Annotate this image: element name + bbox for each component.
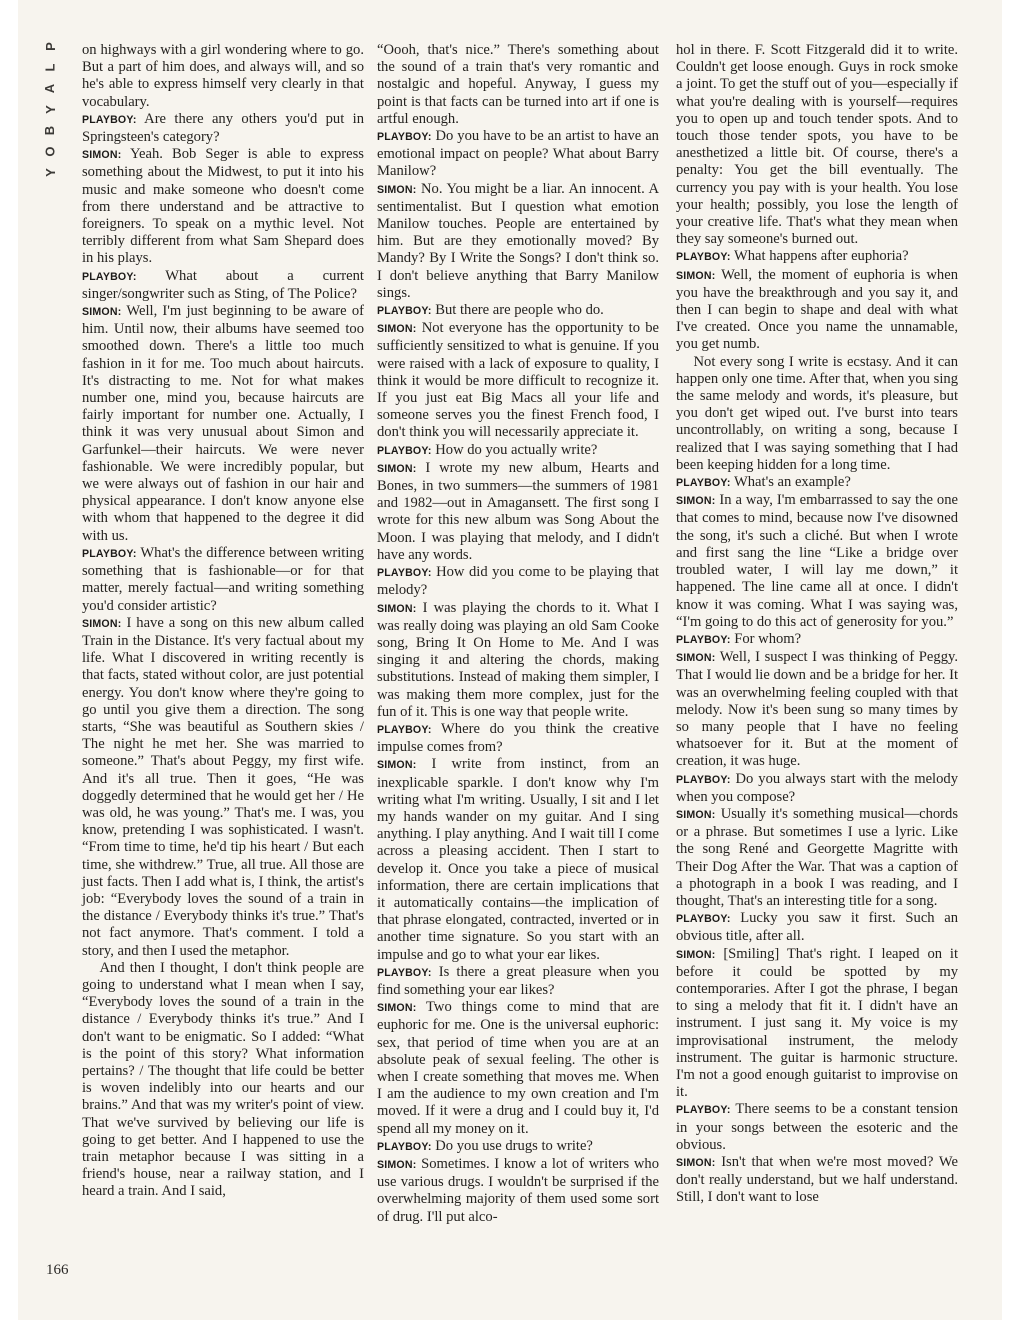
paragraph-text: Not everyone has the opportunity to be sufficiently sensitized to what is genuine. If you were raised with a lack of exposure to quality, I think it would be more difficult to recognize it. If you just eat Big Macs all your life and someone serves you the finest French food, I don't think you will necessarily appreciate it. xyxy=(377,320,659,441)
text-column-1 xyxy=(82,42,364,1201)
paragraph-text: hol in there. F. Scott Fitzgerald did it to write. Couldn't get loose enough. Guys in rock smoke a joint. To get the stuff out of you—especially if what you're dealing with is yourself—requires you to open up and touch tender spots. And to touch those tender spots, you have to be anesthetized a little bit. Of course, there's a penalty: You get the bill eventually. The currency you pay with is your health. You lose your health; possibly, you lose the length of your creative life. That's what they mean when they say someone's burned out. xyxy=(676,42,958,248)
paragraph-text: Do you always start with the melody when you compose? xyxy=(676,770,958,805)
speaker-label: PLAYBOY: xyxy=(377,131,432,144)
paragraph-text: I have a song on this new album called Train in the Distance. It's very factual about my life. What I discovered in writing recently is that facts, stated without color, are just potential energy. You don't know where they're going to go until you give them a direction. The song starts, “She was beautiful as Southern skies / The night he met her. She was married to someone.” That's about Peggy, my first wife. And it's all true. Then it goes, “He was doggedly determined that he would get her / He was old, he was young.” That's me. I was, you know, pretending I was sophisticated. I wasn't. “From time to time, he'd tip his heart / But each time, she withdrew.” True, all true. All those are just facts. Then I add what is, I think, the artist's job: “Everybody loves the sound of a train in the distance / Everybody thinks it's true.” That's not fact anymore. That's comment. I told a story, and then I used the metaphor. xyxy=(82,614,364,959)
paragraph-text: I wrote my new album, Hearts and Bones, in two summers—the summers of 1981 and 1982—out in Amagansett. The first song I wrote for this new album was Song About the Moon. I was playing that melody, and I didn't have any words. xyxy=(377,459,659,563)
paragraph-text: “Oooh, that's nice.” There's something about the sound of a train that's very romantic and nostalgic and hopeful. Anyway, I guess my point is that facts can be turned into art if one is artful enough. xyxy=(377,42,659,127)
paragraph-text: [Smiling] That's right. I leaped on it before it could be spotted by my contemporaries. After I got the phrase, I began to sing a melody that fit it. I didn't have an instrument. I just sang it. My voice is my improvisational instrument, the melody instrument. The guitar is harmonic structure. I'm not a good enough guitarist to improvise on it. xyxy=(676,945,958,1101)
paragraph xyxy=(82,42,364,111)
speaker-label: SIMON: xyxy=(377,183,417,196)
paragraph xyxy=(676,42,958,248)
speaker-label: PLAYBOY: xyxy=(377,966,432,979)
speaker-label: PLAYBOY: xyxy=(377,305,432,318)
paragraph xyxy=(377,320,659,441)
paragraph xyxy=(676,354,958,474)
runner-letter: Y xyxy=(42,105,58,114)
paragraph xyxy=(377,460,659,564)
speaker-label: SIMON: xyxy=(676,269,716,282)
paragraph xyxy=(676,806,958,910)
runner-letter: Y xyxy=(42,168,58,177)
paragraph-text: I was playing the chords to it. What I was really doing was playing an old Sam Cooke song, Bring It On Home to Me. And I was singing it and altering the chords, making substitutions. Instead of making them simpler, I was making them more complex, just for the fun of it. This is one way that people write. xyxy=(377,599,660,720)
paragraph xyxy=(377,564,659,599)
paragraph xyxy=(676,248,958,266)
magazine-page xyxy=(18,0,1002,1320)
paragraph-text: But there are people who do. xyxy=(435,302,604,319)
paragraph-text: Two things come to mind that are euphoric for me. One is the universal euphoric: sex, that period of time when you are at an absolute peak of sexual feeling. The other is when I create something that moves me. When I am the audience to my own creation and I'm moved. If it were a drug and I could buy it, I'd spend all my money on it. xyxy=(377,999,659,1137)
speaker-label: SIMON: xyxy=(82,306,122,319)
paragraph xyxy=(676,267,958,354)
paragraph xyxy=(377,1156,659,1226)
text-column-2 xyxy=(377,42,659,1226)
speaker-label: PLAYBOY: xyxy=(377,567,432,580)
paragraph-text: What happens after euphoria? xyxy=(733,248,909,265)
runner-letter: B xyxy=(42,125,58,136)
paragraph-text: Is there a great pleasure when you find something your ear likes? xyxy=(377,963,659,998)
paragraph-text: What about a current singer/songwriter such as Sting, of The Police? xyxy=(82,267,364,302)
paragraph xyxy=(676,474,958,492)
speaker-label: PLAYBOY: xyxy=(82,113,137,126)
paragraph-text: No. You might be a liar. An innocent. A sentimentalist. But I question what emotion Manilow touches. People are entertained by him. But are they emotionally moved? By Mandy? By I Write the Songs? I don't think so. I don't believe anything that Barry Manilow sings. xyxy=(377,180,660,301)
paragraph xyxy=(82,146,364,267)
text-column-3 xyxy=(676,42,958,1207)
runner-letter: L xyxy=(42,63,58,72)
paragraph xyxy=(676,631,958,649)
paragraph xyxy=(377,181,659,302)
paragraph-text: For whom? xyxy=(734,630,802,647)
paragraph-text: Do you use drugs to write? xyxy=(435,1137,593,1154)
paragraph xyxy=(377,999,659,1138)
speaker-label: SIMON: xyxy=(82,617,122,630)
paragraph-text: Are there any others you'd put in Springsteen's category? xyxy=(82,110,364,146)
paragraph-text: Well, the moment of euphoria is when you have the breakthrough and you say it, and then I can begin to shape and deal with what I've created. Once you name the unnamable, you get numb. xyxy=(676,266,958,353)
paragraph xyxy=(676,910,958,945)
speaker-label: PLAYBOY: xyxy=(82,547,137,560)
paragraph-text: on highways with a girl wondering where to go. But a part of him does, and always will, and so he's able to express himself very clearly in that vocabulary. xyxy=(82,42,364,110)
paragraph xyxy=(377,721,659,756)
paragraph-text: In a way, I'm embarrassed to say the one that comes to mind, because now I've disowned the song, it's such a cliché. But when I wrote and first sang the line “Like a bridge over troubled water, I will lay me down,” it happened. The line came all at once. I didn't know it was coming. What I was saying was, “I'm going to do this act of generosity for you.” xyxy=(676,492,958,630)
speaker-label: PLAYBOY: xyxy=(676,913,731,926)
paragraph xyxy=(676,492,958,631)
page-number: 166 xyxy=(46,1262,69,1278)
paragraph-text: How did you come to be playing that melody? xyxy=(377,564,659,599)
paragraph-text: What's the difference between writing something that is fashionable—or for that matter, merely factual—and writing something you'd consider artistic? xyxy=(82,544,364,614)
speaker-label: SIMON: xyxy=(377,462,417,475)
paragraph-text: Well, I'm just beginning to be aware of him. Until now, their albums have seemed too smoothed down. There's a little too much fashion in it for me. Too much about haircuts. It's distracting to me. Not for what makes number one, mind you, because haircuts are fairly important for number one. Actually, I think it was very unusual about Simon and Garfunkel—their haircuts. We were never fashionable. We were incredibly popular, but we were always out of fashion in our hair and physical appearance. I don't know anyone else with whom that happened to the degree it did with us. xyxy=(82,303,364,544)
speaker-label: SIMON: xyxy=(377,1159,417,1171)
speaker-label: SIMON: xyxy=(676,495,716,508)
speaker-label: SIMON: xyxy=(676,808,716,821)
speaker-label: PLAYBOY: xyxy=(82,270,137,283)
paragraph xyxy=(377,964,659,999)
paragraph-text: How do you actually write? xyxy=(435,441,598,458)
speaker-label: SIMON: xyxy=(377,759,417,772)
paragraph xyxy=(676,946,958,1102)
paragraph-text: Well, I suspect I was thinking of Peggy. That I would lie down and be a bridge for her. It was an overwhelming feeling coupled with that melody. Now it's been sung so many times by so many people that I have no feeling whatsoever for it. But at the moment of creation, it was huge. xyxy=(676,649,958,770)
paragraph xyxy=(377,42,659,128)
speaker-label: SIMON: xyxy=(377,1002,417,1015)
running-head-vertical xyxy=(40,36,60,183)
speaker-label: SIMON: xyxy=(82,149,122,162)
paragraph-text: I write from instinct, from an inexplicable sparkle. I don't know why I'm writing what I'm writing. Usually, I sit and I let my hands wander on my guitar. And I sing anything. I play anything. And I wait till I come across a pleasing accident. Then I start to develop it. Once you take a piece of musical information, there are certain implications that it automatically contains—the implication of that phrase elongated, contracted, inverted or in another time signature. So you start with an impulse and go to what your ear likes. xyxy=(377,756,659,963)
paragraph xyxy=(377,600,659,721)
paragraph-text: Usually it's something musical—chords or a phrase. But sometimes I use a lyric. Like the song René and Georgette Magritte with Their Dog After the War. That was a caption of a photograph in a book I was reading, and I thought, That's an interesting title for a song. xyxy=(676,805,958,909)
speaker-label: PLAYBOY: xyxy=(377,723,432,736)
paragraph xyxy=(377,756,659,963)
paragraph xyxy=(82,960,364,1201)
paragraph xyxy=(82,268,364,303)
paragraph-text: Where do you think the creative impulse comes from? xyxy=(377,720,659,756)
speaker-label: PLAYBOY: xyxy=(676,477,731,490)
paragraph-text: Isn't that when we're most moved? We don't really understand, but we half understand. Still, I don't want to lose xyxy=(676,1154,958,1206)
speaker-label: SIMON: xyxy=(676,1157,716,1169)
paragraph xyxy=(676,649,958,770)
speaker-label: SIMON: xyxy=(377,602,417,615)
paragraph xyxy=(82,303,364,545)
paragraph-text: Yeah. Bob Seger is able to express something about the Midwest, to put it into his music and make someone who doesn't come from there understand and be attractive to foreigners. To speak on a mythic level. Not terribly different from what Sam Shepard does in his plays. xyxy=(82,146,364,267)
paragraph-text: Lucky you saw it first. Such an obvious title, after all. xyxy=(676,910,958,945)
paragraph xyxy=(82,545,364,615)
paragraph-text: Sometimes. I know a lot of writers who use various drugs. I wouldn't be surprised if the overwhelming majority of them used some sort of drug. I'll put alco- xyxy=(377,1156,659,1225)
paragraph-text: What's an example? xyxy=(733,474,851,491)
speaker-label: PLAYBOY: xyxy=(377,444,432,457)
runner-letter: P xyxy=(42,42,58,51)
speaker-label: PLAYBOY: xyxy=(676,251,731,264)
runner-letter: A xyxy=(42,83,58,94)
paragraph xyxy=(676,771,958,806)
paragraph xyxy=(82,615,364,960)
paragraph xyxy=(377,128,659,181)
runner-letter: O xyxy=(42,146,58,157)
paragraph xyxy=(676,1154,958,1207)
speaker-label: PLAYBOY: xyxy=(377,1140,432,1153)
paragraph xyxy=(82,111,364,146)
paragraph xyxy=(377,442,659,460)
paragraph xyxy=(377,1138,659,1156)
speaker-label: PLAYBOY: xyxy=(676,633,731,646)
paragraph-text: Do you have to be an artist to have an emotional impact on people? What about Barry Manilow? xyxy=(377,128,659,180)
paragraph xyxy=(377,302,659,320)
paragraph xyxy=(676,1101,958,1154)
speaker-label: PLAYBOY: xyxy=(676,1104,731,1117)
speaker-label: SIMON: xyxy=(676,652,716,665)
speaker-label: PLAYBOY: xyxy=(676,773,731,786)
speaker-label: SIMON: xyxy=(377,323,417,336)
paragraph-text: There seems to be a constant tension in your songs between the esoteric and the obvious. xyxy=(676,1101,958,1153)
speaker-label: SIMON: xyxy=(676,948,716,961)
paragraph-text: Not every song I write is ecstasy. And it can happen only one time. After that, when you sing the same melody and words, it's pleasure, but you don't get wiped out. I've burst into tears uncontrollably, on writing a song, because I realized that I was saying something that I had been keeping hidden for a long time. xyxy=(676,353,958,473)
paragraph-text: And then I thought, I don't think people are going to understand what I mean when I say, “Everybody loves the sound of a train in the distance / Everybody thinks it's true.” And I don't want to be enigmatic. So I added: “What is the point of this story? What information pertains? / The thought that life could be better is woven indelibly into our hearts and our brains.” And that was my writer's point of view. That we've survived by believing our life is going to get better. And I happened to use the train metaphor because I was sitting in a friend's house, near a railway station, and I heard a train. And I said, xyxy=(82,959,364,1200)
